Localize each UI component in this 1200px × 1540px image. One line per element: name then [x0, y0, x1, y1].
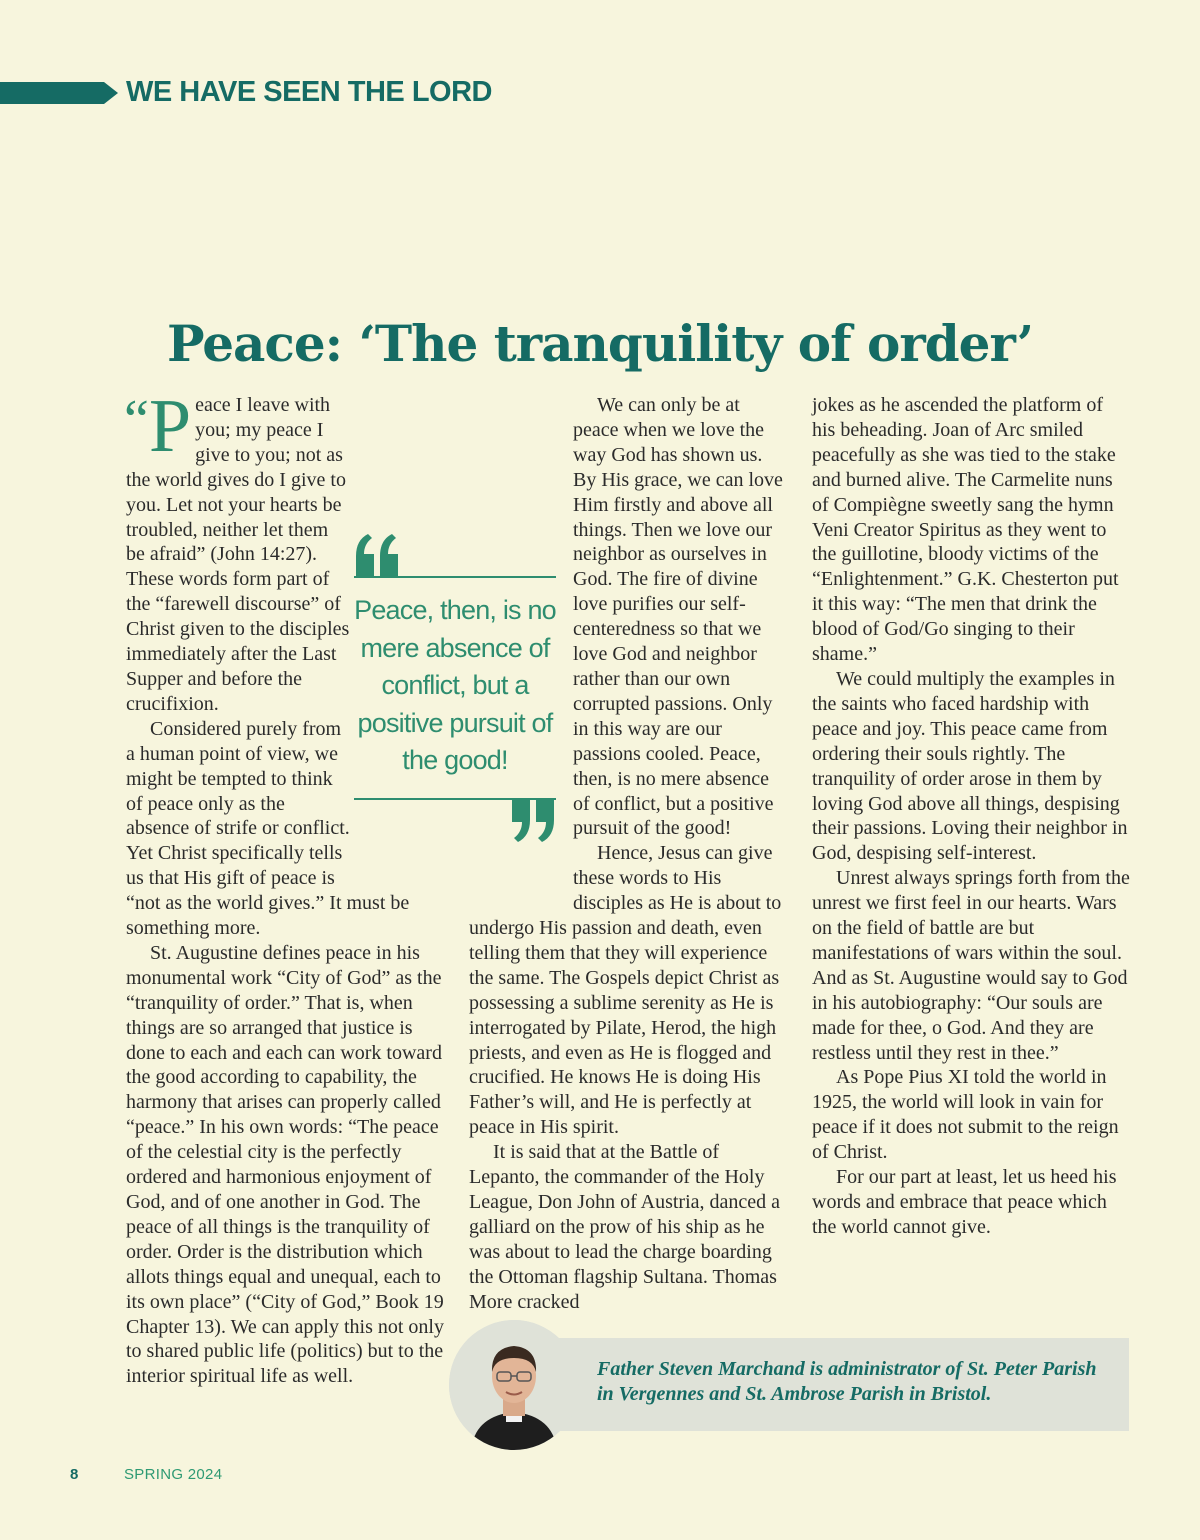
column-2-paragraph-3: It is said that at the Battle of Lepanto, the commander of the Holy League, Don John of Austria, danced a galliard on the prow of his ship as he was about to lead the charge boarding the Ottoman flagship Sultana. Thomas More cracked — [469, 1141, 781, 1313]
column-3-paragraph-1: jokes as he ascended the platform of his beheading. Joan of Arc smiled peacefully as she was tied to the stake and burned alive. The Carmelite nuns of Compiègne sweetly sang the hymn Veni Creator Spiritus as they went to the guillotine, bloody victims of the “Enlightenment.” G.K. Chesterton put it this way: “The men that drink the blood of God/Go singing to their shame.” — [812, 394, 1119, 666]
column-2-paragraph-2: Hence, Jesus can give these words to His disciples as He is about to undergo His passion and death, even telling them that they will experience the same. The Gospels depict Christ as possessing a sublime serenity as He is interrogated by Pilate, Herod, the high priests, and even as He is flogged and crucified. He knows He is doing His Father’s will, and He is perfectly at peace in His spirit. — [469, 842, 782, 1139]
article-title: Peace: ‘The tranquility of order’ — [166, 313, 1034, 373]
open-quote-icon — [354, 532, 402, 580]
close-quote-icon — [508, 796, 556, 844]
issue-label: SPRING 2024 — [124, 1466, 223, 1483]
page-number: 8 — [70, 1466, 79, 1483]
author-bio-text: Father Steven Marchand is administrator of St. Peter Parish in Vergennes and St. Ambrose Parish in Bristol. — [597, 1358, 1097, 1405]
drop-cap: “P — [124, 384, 192, 468]
column-2-paragraph-1: We can only be at peace when we love the way God has shown us. By His grace, we can love Him firstly and above all things. Then we love our neighbor as ourselves in God. The fire of divine love purifies our self-centeredness so that we love God and neighbor rather than our own corrupted passions. Only in this way are our passions cooled. Peace, then, is no mere absence of conflict, but a positive pursuit of the good! — [573, 394, 783, 840]
column-1-paragraph-3: St. Augustine defines peace in his monumental work “City of God” as the “tranquility of order.” That is, when things are so arranged that justice is done to each and each can work toward the good according to capability, the harmony that arises can properly called “peace.” In his own words: “The peace of the celestial city is the perfectly ordered and harmonious enjoyment of God, and of one another in God. The peace of all things is the tranquility of order. Order is the distribution which allots things equal and unequal, each to its own place” (“City of God,” Book 19 Chapter 13). We can apply this not only to shared public life (politics) but to the interior spiritual life as well. — [126, 941, 444, 1388]
section-arrow-icon — [0, 82, 118, 104]
column-3-paragraph-4: As Pope Pius XI told the world in 1925, the world will look in vain for peace if it does not submit to the reign of Christ. — [812, 1066, 1119, 1164]
article-column-3 — [812, 393, 1130, 1240]
pull-quote-text: Peace, then, is no mere absence of conflict, but a positive pursuit of the good! — [354, 595, 556, 775]
column-3-paragraph-5: For our part at least, let us heed his words and embrace that peace which the world cannot give. — [812, 1166, 1117, 1238]
author-bio — [449, 1320, 1129, 1450]
column-1-paragraph-2: Considered purely from a human point of view, we might be tempted to think of peace only as the absence of strife or conflict. Yet Christ specifically tells us that His gift of peace is “not as the world gives.” It must be something more. — [126, 717, 410, 940]
pull-quote — [354, 532, 556, 842]
author-portrait-icon — [449, 1320, 579, 1450]
section-label: WE HAVE SEEN THE LORD — [126, 76, 492, 108]
column-1-paragraph-1: “P eace I leave with you; my peace I give to you; not as the world gives do I give to you. Let not your hearts be troubled, neither let them be afraid” (John 14:27). These words form part of the “farewell discourse” of Christ given to the disciples immediately after the Last Supper and before the crucifixion. — [124, 384, 350, 715]
column-3-paragraph-3: Unrest always springs forth from the unrest we first feel in our hearts. Wars on the field of battle are but manifestations of wars within the soul. And as St. Augustine would say to God in his autobiography: “Our souls are made for thee, o God. And they are restless until they rest in thee.” — [812, 867, 1130, 1064]
author-photo — [449, 1320, 579, 1450]
column-3-paragraph-2: We could multiply the examples in the saints who faced hardship with peace and joy. This peace came from ordering their souls rightly. The tranquility of order arose in them by loving God above all things, despising their passions. Loving their neighbor in God, despising self-interest. — [812, 667, 1128, 865]
pull-quote-rule-top — [354, 576, 556, 578]
